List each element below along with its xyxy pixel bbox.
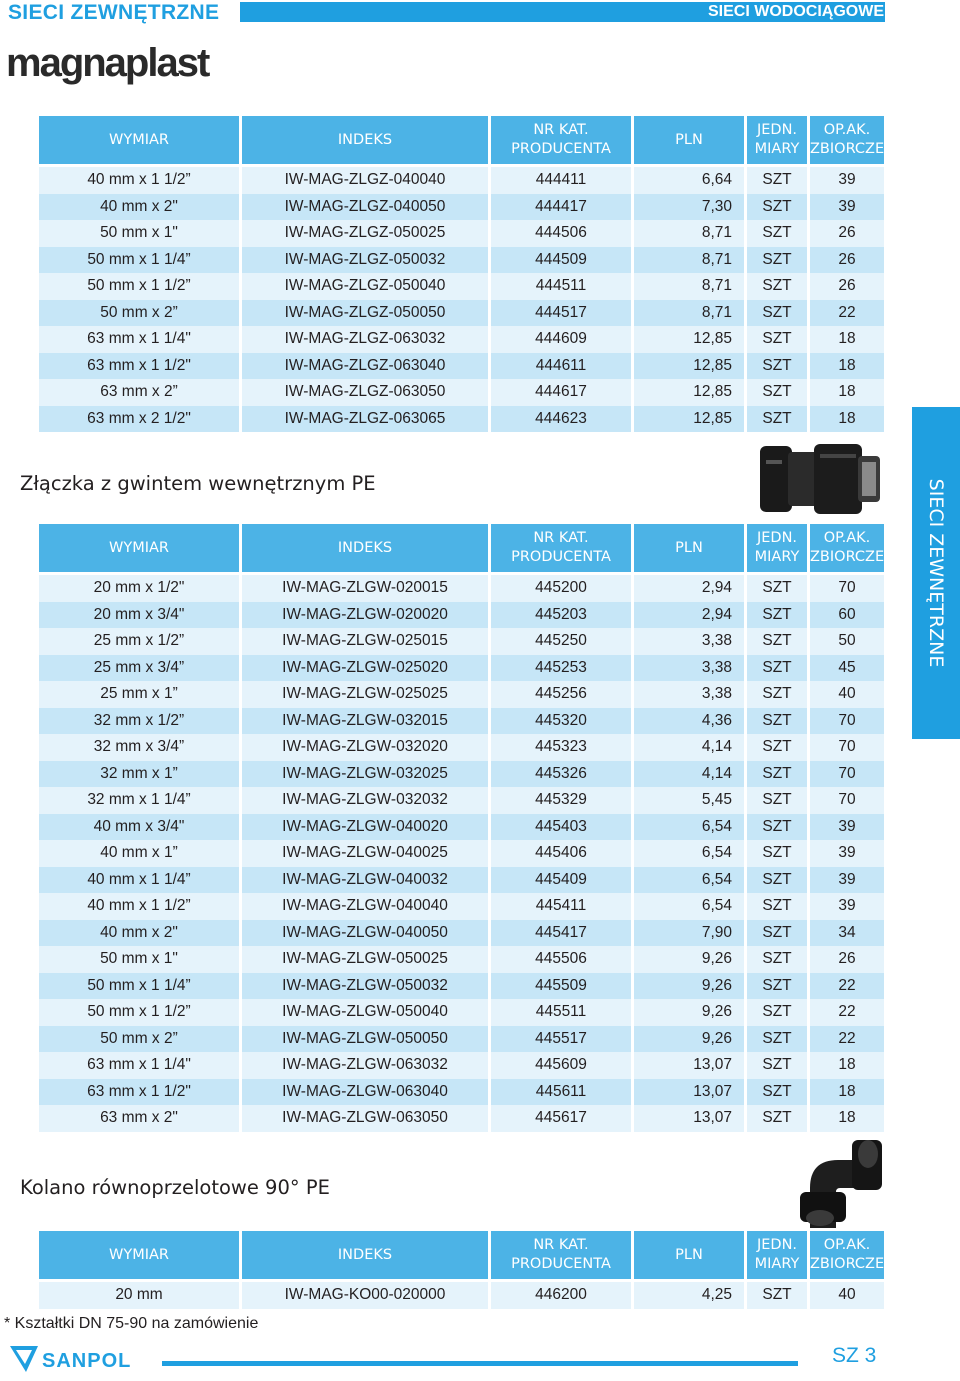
cell-pln: 5,45 [634,787,744,814]
cell-opak: 18 [810,1079,884,1106]
cell-jedn: SZT [747,867,807,894]
cell-nrkat: 445509 [491,973,631,1000]
cell-opak: 70 [810,761,884,788]
cell-nrkat: 445403 [491,814,631,841]
cell-nrkat: 445323 [491,734,631,761]
cell-wymiar: 32 mm x 1 1/4” [39,787,239,814]
table-row [39,946,884,973]
cell-pln: 6,54 [634,893,744,920]
cell-pln: 12,85 [634,353,744,380]
table-row [39,602,884,629]
cell-jedn: SZT [747,1079,807,1106]
cell-jedn: SZT [747,920,807,947]
cell-jedn: SZT [747,194,807,221]
cell-jedn: SZT [747,708,807,735]
cell-pln: 6,54 [634,814,744,841]
cell-opak: 26 [810,273,884,300]
cell-wymiar: 50 mm x 1 1/2” [39,273,239,300]
cell-pln: 13,07 [634,1105,744,1132]
cell-jedn: SZT [747,300,807,327]
cell-wymiar: 20 mm [39,1282,239,1309]
cell-wymiar: 25 mm x 1” [39,681,239,708]
cell-pln: 2,94 [634,602,744,629]
cell-nrkat: 446200 [491,1282,631,1309]
cell-wymiar: 32 mm x 1” [39,761,239,788]
cell-jedn: SZT [747,406,807,433]
cell-indeks: IW-MAG-ZLGZ-040040 [242,167,488,194]
col-pln: PLN [634,1231,744,1279]
table-row [39,379,884,406]
cell-indeks: IW-MAG-ZLGW-040050 [242,920,488,947]
table-row [39,167,884,194]
cell-nrkat: 445511 [491,999,631,1026]
cell-indeks: IW-MAG-ZLGZ-063065 [242,406,488,433]
cell-wymiar: 63 mm x 2 1/2" [39,406,239,433]
cell-nrkat: 445611 [491,1079,631,1106]
cell-pln: 13,07 [634,1079,744,1106]
cell-jedn: SZT [747,326,807,353]
cell-indeks: IW-MAG-ZLGW-040040 [242,893,488,920]
cell-indeks: IW-MAG-ZLGW-032032 [242,787,488,814]
cell-indeks: IW-MAG-ZLGZ-050032 [242,247,488,274]
cell-wymiar: 40 mm x 2" [39,920,239,947]
cell-indeks: IW-MAG-ZLGW-032015 [242,708,488,735]
table-row [39,1052,884,1079]
cell-opak: 39 [810,893,884,920]
cell-wymiar: 50 mm x 1 1/2” [39,999,239,1026]
cell-opak: 70 [810,787,884,814]
table-row [39,708,884,735]
cell-nrkat: 445506 [491,946,631,973]
cell-wymiar: 63 mm x 2” [39,379,239,406]
cell-opak: 22 [810,1026,884,1053]
cell-jedn: SZT [747,220,807,247]
cell-wymiar: 50 mm x 1" [39,946,239,973]
side-section-tab [912,407,960,739]
cell-nrkat: 445326 [491,761,631,788]
table-row [39,999,884,1026]
cell-indeks: IW-MAG-ZLGZ-050050 [242,300,488,327]
cell-opak: 40 [810,1282,884,1309]
table-row [39,893,884,920]
table-row [39,353,884,380]
cell-nrkat: 445617 [491,1105,631,1132]
col-pln: PLN [634,524,744,572]
cell-indeks: IW-MAG-ZLGW-032020 [242,734,488,761]
cell-nrkat: 445250 [491,628,631,655]
cell-nrkat: 444417 [491,194,631,221]
cell-pln: 9,26 [634,946,744,973]
cell-pln: 6,54 [634,840,744,867]
cell-nrkat: 445256 [491,681,631,708]
cell-nrkat: 445203 [491,602,631,629]
cell-wymiar: 63 mm x 1 1/2" [39,1079,239,1106]
cell-indeks: IW-MAG-KO00-020000 [242,1282,488,1309]
cell-nrkat: 445517 [491,1026,631,1053]
cell-opak: 60 [810,602,884,629]
cell-nrkat: 445417 [491,920,631,947]
cell-indeks: IW-MAG-ZLGW-050025 [242,946,488,973]
cell-opak: 22 [810,999,884,1026]
cell-opak: 18 [810,1105,884,1132]
cell-jedn: SZT [747,814,807,841]
cell-indeks: IW-MAG-ZLGW-063050 [242,1105,488,1132]
table-row [39,787,884,814]
table-row [39,761,884,788]
sanpol-logo [8,1342,158,1381]
cell-pln: 3,38 [634,655,744,682]
table-row [39,326,884,353]
magnaplast-logo [6,40,226,103]
cell-pln: 7,30 [634,194,744,221]
table-row [39,1105,884,1132]
cell-indeks: IW-MAG-ZLGW-020020 [242,602,488,629]
cell-jedn: SZT [747,273,807,300]
cell-wymiar: 63 mm x 1 1/4" [39,1052,239,1079]
table-header-row [39,116,884,164]
cell-pln: 8,71 [634,300,744,327]
cell-nrkat: 445200 [491,575,631,602]
cell-jedn: SZT [747,167,807,194]
cell-opak: 45 [810,655,884,682]
cell-wymiar: 40 mm x 1” [39,840,239,867]
product-table-kolano [36,1231,887,1309]
cell-wymiar: 40 mm x 1 1/4” [39,867,239,894]
table-row [39,920,884,947]
cell-jedn: SZT [747,946,807,973]
table-row [39,1026,884,1053]
cell-indeks: IW-MAG-ZLGW-025020 [242,655,488,682]
cell-wymiar: 50 mm x 1 1/4” [39,247,239,274]
cell-jedn: SZT [747,840,807,867]
page-number: SZ 3 [832,1344,877,1367]
footnote: * Kształtki DN 75-90 na zamówienie [4,1315,259,1332]
cell-pln: 8,71 [634,220,744,247]
cell-indeks: IW-MAG-ZLGW-050040 [242,999,488,1026]
cell-indeks: IW-MAG-ZLGW-063040 [242,1079,488,1106]
cell-indeks: IW-MAG-ZLGW-040025 [242,840,488,867]
table-row [39,814,884,841]
cell-opak: 40 [810,681,884,708]
col-nrkat: NR KAT. PRODUCENTA [491,524,631,572]
cell-opak: 39 [810,167,884,194]
cell-pln: 2,94 [634,575,744,602]
cell-opak: 39 [810,867,884,894]
cell-wymiar: 40 mm x 3/4" [39,814,239,841]
cell-jedn: SZT [747,1052,807,1079]
cell-opak: 26 [810,946,884,973]
cell-nrkat: 444617 [491,379,631,406]
section-title-zlgw: Złączka z gwintem wewnętrznym PE [20,472,376,495]
cell-pln: 6,54 [634,867,744,894]
col-opak: OP.AK. ZBIORCZE [810,524,884,572]
threaded-coupling-image [758,440,886,523]
cell-wymiar: 25 mm x 1/2” [39,628,239,655]
cell-pln: 9,26 [634,973,744,1000]
cell-opak: 70 [810,708,884,735]
cell-pln: 3,38 [634,628,744,655]
cell-indeks: IW-MAG-ZLGW-050050 [242,1026,488,1053]
cell-opak: 39 [810,814,884,841]
cell-wymiar: 20 mm x 1/2" [39,575,239,602]
footer-divider [162,1361,798,1366]
table-row [39,575,884,602]
table-header-row [39,524,884,572]
col-indeks: INDEKS [242,116,488,164]
col-jedn: JEDN. MIARY [747,524,807,572]
cell-indeks: IW-MAG-ZLGZ-050040 [242,273,488,300]
cell-jedn: SZT [747,247,807,274]
product-table-zlgz [36,116,887,432]
cell-pln: 4,14 [634,734,744,761]
cell-opak: 18 [810,406,884,433]
table-row [39,194,884,221]
table-row [39,273,884,300]
cell-wymiar: 40 mm x 2" [39,194,239,221]
table-row [39,1079,884,1106]
cell-wymiar: 25 mm x 3/4” [39,655,239,682]
col-opak: OP.AK. ZBIORCZE [810,116,884,164]
cell-indeks: IW-MAG-ZLGW-025015 [242,628,488,655]
cell-opak: 18 [810,353,884,380]
cell-pln: 6,64 [634,167,744,194]
cell-indeks: IW-MAG-ZLGW-040020 [242,814,488,841]
cell-opak: 70 [810,575,884,602]
cell-nrkat: 445406 [491,840,631,867]
cell-pln: 7,90 [634,920,744,947]
col-indeks: INDEKS [242,1231,488,1279]
cell-indeks: IW-MAG-ZLGW-040032 [242,867,488,894]
cell-jedn: SZT [747,787,807,814]
table-header-row [39,1231,884,1279]
col-wymiar: WYMIAR [39,116,239,164]
cell-wymiar: 50 mm x 1" [39,220,239,247]
table-row [39,628,884,655]
svg-text:SANPOL: SANPOL [42,1350,132,1372]
section-header: SIECI ZEWNĘTRZNE [8,1,220,24]
table-row [39,867,884,894]
table-row [39,1282,884,1309]
col-pln: PLN [634,116,744,164]
table-row [39,406,884,433]
cell-nrkat: 445411 [491,893,631,920]
cell-nrkat: 445329 [491,787,631,814]
col-wymiar: WYMIAR [39,1231,239,1279]
cell-pln: 12,85 [634,379,744,406]
cell-nrkat: 444609 [491,326,631,353]
col-jedn: JEDN. MIARY [747,1231,807,1279]
cell-opak: 70 [810,734,884,761]
table-row [39,840,884,867]
cell-pln: 3,38 [634,681,744,708]
table-row [39,247,884,274]
cell-jedn: SZT [747,734,807,761]
cell-pln: 12,85 [634,406,744,433]
cell-jedn: SZT [747,379,807,406]
cell-nrkat: 445609 [491,1052,631,1079]
cell-pln: 4,36 [634,708,744,735]
cell-pln: 4,25 [634,1282,744,1309]
cell-jedn: SZT [747,681,807,708]
cell-wymiar: 63 mm x 2" [39,1105,239,1132]
category-label: SIECI WODOCIĄGOWE [708,3,884,20]
cell-indeks: IW-MAG-ZLGW-020015 [242,575,488,602]
col-jedn: JEDN. MIARY [747,116,807,164]
cell-indeks: IW-MAG-ZLGW-063032 [242,1052,488,1079]
cell-jedn: SZT [747,602,807,629]
table-row [39,681,884,708]
cell-nrkat: 444511 [491,273,631,300]
cell-opak: 18 [810,1052,884,1079]
cell-opak: 18 [810,326,884,353]
cell-wymiar: 40 mm x 1 1/2” [39,167,239,194]
cell-jedn: SZT [747,973,807,1000]
cell-indeks: IW-MAG-ZLGW-050032 [242,973,488,1000]
table-row [39,220,884,247]
cell-jedn: SZT [747,1282,807,1309]
section-title-kolano: Kolano równoprzelotowe 90° PE [20,1176,330,1199]
cell-opak: 22 [810,300,884,327]
cell-nrkat: 445409 [491,867,631,894]
cell-opak: 50 [810,628,884,655]
cell-wymiar: 20 mm x 3/4" [39,602,239,629]
cell-nrkat: 444517 [491,300,631,327]
table-row [39,973,884,1000]
cell-opak: 34 [810,920,884,947]
cell-jedn: SZT [747,628,807,655]
elbow-fitting-image [796,1132,888,1237]
cell-wymiar: 50 mm x 2” [39,1026,239,1053]
col-opak: OP.AK. ZBIORCZE [810,1231,884,1279]
side-tab-label: SIECI ZEWNĘTRZNE [925,478,947,668]
col-nrkat: NR KAT. PRODUCENTA [491,1231,631,1279]
cell-indeks: IW-MAG-ZLGZ-063032 [242,326,488,353]
cell-jedn: SZT [747,575,807,602]
cell-indeks: IW-MAG-ZLGZ-050025 [242,220,488,247]
product-table-zlgw [36,524,887,1132]
cell-indeks: IW-MAG-ZLGW-032025 [242,761,488,788]
cell-pln: 8,71 [634,273,744,300]
cell-opak: 39 [810,840,884,867]
cell-indeks: IW-MAG-ZLGZ-063050 [242,379,488,406]
table-row [39,655,884,682]
cell-indeks: IW-MAG-ZLGW-025025 [242,681,488,708]
cell-nrkat: 444506 [491,220,631,247]
cell-opak: 26 [810,220,884,247]
cell-jedn: SZT [747,353,807,380]
table-row [39,734,884,761]
cell-nrkat: 445253 [491,655,631,682]
cell-opak: 39 [810,194,884,221]
cell-pln: 9,26 [634,1026,744,1053]
col-nrkat: NR KAT. PRODUCENTA [491,116,631,164]
cell-wymiar: 40 mm x 1 1/2” [39,893,239,920]
col-indeks: INDEKS [242,524,488,572]
cell-wymiar: 50 mm x 2” [39,300,239,327]
cell-wymiar: 32 mm x 1/2” [39,708,239,735]
cell-nrkat: 444509 [491,247,631,274]
cell-jedn: SZT [747,761,807,788]
cell-opak: 26 [810,247,884,274]
cell-nrkat: 444623 [491,406,631,433]
svg-text:magnaplast: magnaplast [6,41,209,85]
table-row [39,300,884,327]
cell-jedn: SZT [747,999,807,1026]
cell-nrkat: 444411 [491,167,631,194]
cell-wymiar: 32 mm x 3/4” [39,734,239,761]
cell-jedn: SZT [747,655,807,682]
cell-pln: 8,71 [634,247,744,274]
cell-jedn: SZT [747,1026,807,1053]
cell-opak: 22 [810,973,884,1000]
cell-pln: 4,14 [634,761,744,788]
cell-wymiar: 63 mm x 1 1/4" [39,326,239,353]
cell-nrkat: 445320 [491,708,631,735]
cell-opak: 18 [810,379,884,406]
cell-pln: 12,85 [634,326,744,353]
cell-jedn: SZT [747,1105,807,1132]
cell-nrkat: 444611 [491,353,631,380]
cell-wymiar: 63 mm x 1 1/2" [39,353,239,380]
cell-pln: 13,07 [634,1052,744,1079]
cell-wymiar: 50 mm x 1 1/4” [39,973,239,1000]
cell-pln: 9,26 [634,999,744,1026]
col-wymiar: WYMIAR [39,524,239,572]
cell-indeks: IW-MAG-ZLGZ-063040 [242,353,488,380]
cell-jedn: SZT [747,893,807,920]
cell-indeks: IW-MAG-ZLGZ-040050 [242,194,488,221]
